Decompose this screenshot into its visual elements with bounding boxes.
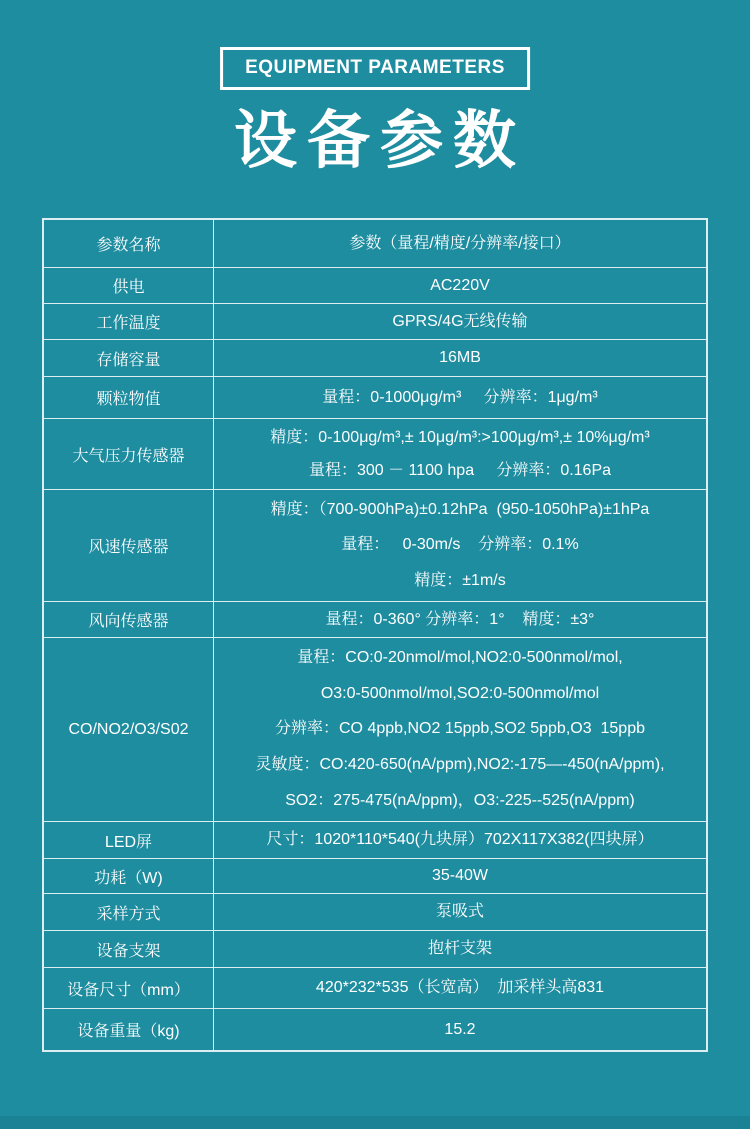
param-value-cell [214,419,706,489]
param-value-line: SO2：275-475(nA/ppm)，O3:-225--525(nA/ppm) [285,792,635,810]
table-row [44,968,706,1009]
param-name-cell: 设备重量（kg) [44,1009,214,1050]
param-value-line: 量程：0-1000μg/m³ 分辨率：1μg/m³ [322,388,598,406]
param-value-line: 尺寸：1020*110*540(九块屏）702X117X382(四块屏） [266,831,654,848]
bottom-strip [0,1116,750,1129]
param-name-cell: 风速传感器 [44,490,214,601]
param-value-line: O3:0-500nmol/mol,SO2:0-500nmol/mol [320,684,600,702]
param-value-line: 15.2 [444,1020,476,1038]
param-value-cell [214,968,706,1008]
param-value-line: 参数（量程/精度/分辨率/接口） [349,234,571,252]
param-value-line: 16MB [439,349,481,366]
param-value-line: 灵敏度：CO:420-650(nA/ppm),NO2:-175—-450(nA/ppm), [255,756,665,774]
param-value-line: 量程：0-360° 分辨率：1° 精度：±3° [325,610,595,628]
param-name-cell: 风向传感器 [44,602,214,637]
param-value-line: 量程：CO:0-20nmol/mol,NO2:0-500nmol/mol, [297,648,623,666]
param-value-line: GPRS/4G无线传输 [392,312,528,330]
param-value-cell [214,1009,706,1050]
param-value-line: AC220V [430,276,490,294]
param-name-cell: 大气压力传感器 [44,419,214,489]
table-row [44,859,706,894]
table-row [44,304,706,340]
table-row [44,638,706,822]
param-value-cell [214,490,706,601]
param-value-cell [214,220,706,267]
param-name-cell: 参数名称 [44,220,214,267]
table-row [44,822,706,859]
param-name-cell: 功耗（W) [44,859,214,893]
table-row [44,1009,706,1050]
table-row [44,377,706,419]
param-name-cell: CO/NO2/O3/S02 [44,638,214,821]
table-row [44,602,706,638]
table-row [44,268,706,304]
param-value-cell [214,894,706,930]
param-value-cell [214,304,706,339]
param-value-line: 420*232*535（长宽高） 加采样头高831 [315,979,605,996]
table-row [44,931,706,968]
param-name-cell: 存储容量 [44,340,214,376]
param-value-line: 量程：300 － 1100 hpa 分辨率：0.16Pa [308,461,612,479]
param-value-cell [214,822,706,858]
param-value-line: 精度：0-100μg/m³,± 10μg/m³:>100μg/m³,± 10%μg/m³ [270,428,650,446]
param-value-line: 分辨率：CO 4ppb,NO2 15ppb,SO2 5ppb,O3 15ppb [275,720,645,738]
equipment-parameters-badge: EQUIPMENT PARAMETERS [220,47,530,90]
table-row [44,340,706,377]
param-value-line: 泵吸式 [435,903,484,920]
param-value-cell [214,638,706,821]
table-row [44,220,706,268]
param-name-cell: LED屏 [44,822,214,858]
param-name-cell: 工作温度 [44,304,214,339]
table-row [44,894,706,931]
param-value-cell [214,931,706,967]
param-name-cell: 设备支架 [44,931,214,967]
param-value-line: 精度：（700-900hPa)±0.12hPa (950-1050hPa)±1hPa [270,500,650,518]
spec-table [42,218,708,1052]
param-name-cell: 设备尺寸（mm） [44,968,214,1008]
param-value-line: 抱杆支架 [427,940,492,957]
param-value-cell [214,377,706,418]
param-value-cell [214,340,706,376]
param-value-cell [214,602,706,637]
param-name-cell: 供电 [44,268,214,303]
table-row [44,419,706,490]
param-name-cell: 颗粒物值 [44,377,214,418]
page-title: 设备参数 [234,106,526,176]
param-value-line: 35-40W [431,867,489,884]
param-value-cell [214,859,706,893]
param-value-line: 量程： 0-30m/s 分辨率：0.1% [341,536,579,554]
param-value-line: 精度：±1m/s [414,572,506,590]
param-value-cell [214,268,706,303]
table-row [44,490,706,602]
param-name-cell: 采样方式 [44,894,214,930]
